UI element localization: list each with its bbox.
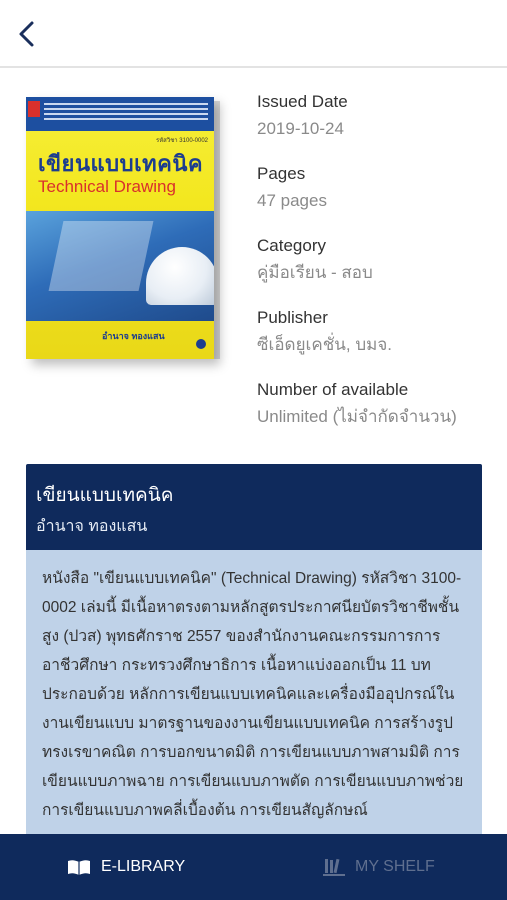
chevron-left-icon <box>12 17 42 51</box>
pages-label: Pages <box>257 164 306 183</box>
publisher-label: Publisher <box>257 308 328 327</box>
publisher-logo <box>28 101 40 117</box>
cover-image <box>26 97 214 359</box>
cover-title-english: Technical Drawing <box>38 177 176 196</box>
back-button[interactable] <box>12 17 42 51</box>
availability-value: Unlimited (ไม่จำกัดจำนวน) <box>257 407 457 426</box>
publisher-badge-icon <box>196 339 206 349</box>
cover-spine <box>214 101 220 359</box>
description-panel[interactable] <box>26 464 482 864</box>
tab-my-shelf-label: MY SHELF <box>355 858 435 875</box>
issued-date-value: 2019-10-24 <box>257 119 344 138</box>
tab-my-shelf[interactable] <box>323 854 435 880</box>
description-text: หนังสือ "เขียนแบบเทคนิค" (Technical Drawing) รหัสวิชา 3100-0002 เล่มนี้ มีเนื้อหาตรงตามหลักสูตรประกาศนียบัตรวิชาชีพชั้นสูง (ปวส) พุทธศักราช 2557 ของสำนักงานคณะกรรมการการอาชีวศึกษา กระทรวงศึกษาธิการ เนื้อหาแบ่งออกเป็น 11 บท ประกอบด้วย หลักการเขียนแบบเทคนิคและเครื่องมืออุปกรณ์ในงานเขียนแบบ มาตรฐานของงานเขียนแบบเทคนิค การสร้างรูปทรงเรขาคณิต การบอกขนาดมิติ การเขียนแบบภาพสามมิติ การเขียนแบบภาพฉาย การเขียนแบบภาพตัด การเขียนแบบภาพช่วย การเขียนแบบภาพคลี่เบื้องต้น การเขียนสัญลักษณ์ <box>42 570 464 819</box>
availability-label: Number of available <box>257 380 409 399</box>
tab-e-library[interactable] <box>67 854 185 880</box>
book-cover <box>26 97 216 359</box>
cover-blueprint <box>49 221 154 291</box>
top-bar <box>0 0 507 68</box>
bottom-tab-bar <box>0 834 507 900</box>
category-value: คู่มือเรียน - สอบ <box>257 263 373 282</box>
category-label: Category <box>257 236 326 255</box>
cover-author: อำนาจ ทองแสน <box>102 331 165 341</box>
pages-value: 47 pages <box>257 191 327 210</box>
tab-e-library-label: E-LIBRARY <box>101 858 186 875</box>
cover-header-band <box>26 97 214 131</box>
description-author: อำนาจ ทองแสน <box>36 518 148 535</box>
description-title: เขียนแบบเทคนิค <box>36 485 174 506</box>
issued-date-label: Issued Date <box>257 92 348 111</box>
cover-course-code: รหัสวิชา 3100-0002 <box>155 138 208 144</box>
book-details <box>257 90 497 450</box>
publisher-value: ซีเอ็ดยูเคชั่น, บมจ. <box>257 335 393 354</box>
description-header <box>26 464 482 550</box>
bookshelf-icon <box>323 857 345 877</box>
open-book-icon <box>67 858 91 876</box>
cover-title-thai: เขียนแบบเทคนิค <box>38 151 204 176</box>
